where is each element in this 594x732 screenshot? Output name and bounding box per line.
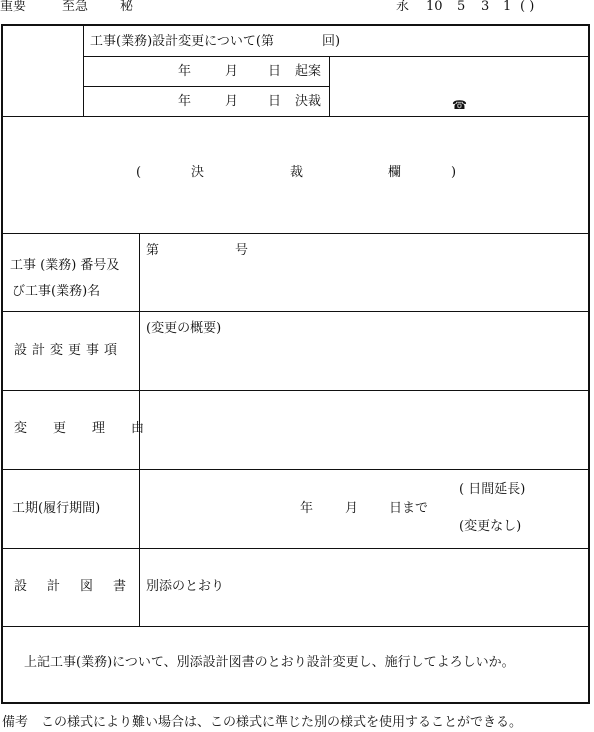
period-nochange: (変更なし) (459, 519, 522, 534)
form-frame (1, 24, 590, 704)
draft-label: 起案 (295, 64, 322, 79)
change-value: (変更の概要) (146, 321, 222, 336)
approval-statement: 上記工事(業務)について、別添設計図書のとおり設計変更し、施行してよろしいか。 (24, 655, 515, 670)
period-until: 日まで (389, 501, 429, 516)
reason-label: 変更理由 (14, 421, 171, 436)
title-bottom-line (2, 116, 590, 117)
draft-month: 月 (225, 64, 239, 79)
decision-open: ( (136, 165, 142, 180)
row-line-1 (2, 311, 590, 312)
row-line-5 (2, 626, 590, 627)
drawings-label: 設計図書 (14, 579, 147, 594)
decision-char-1: 決 (191, 165, 205, 180)
code-2: 5 (457, 0, 466, 14)
drawings-value: 別添のとおり (146, 579, 225, 594)
decision-label: 決裁 (295, 94, 322, 109)
code-paren: ( ) (520, 0, 535, 14)
row-line-4 (2, 548, 590, 549)
title-line-1 (83, 56, 590, 57)
decision-day: 日 (268, 94, 282, 109)
row-line-3 (2, 469, 590, 470)
draft-day: 日 (268, 64, 282, 79)
decision-close: ) (451, 165, 457, 180)
change-label: 設計変更事項 (14, 343, 123, 358)
title-line-2 (83, 86, 329, 87)
period-label: 工期(履行期間) (12, 501, 101, 516)
date-divider (329, 56, 330, 116)
code-1: 10 (426, 0, 443, 14)
code-4: 1 (503, 0, 512, 14)
period-month: 月 (345, 501, 359, 516)
number-dai: 第 (146, 243, 160, 258)
telephone-icon: ☎ (452, 98, 467, 112)
row-line-2 (2, 390, 590, 391)
number-go: 号 (235, 243, 249, 258)
number-label-line1: 工事 (業務) 番号及 (10, 258, 120, 273)
form-title-end: 回) (322, 34, 341, 49)
draft-year: 年 (178, 64, 192, 79)
form-title: 工事(業務)設計変更について(第 (90, 34, 274, 49)
code-3: 3 (481, 0, 490, 14)
period-extension: ( 日間延長) (459, 482, 526, 497)
decision-month: 月 (225, 94, 239, 109)
decision-year: 年 (178, 94, 192, 109)
title-left-divider (83, 25, 84, 116)
urgent-label: 至急 (62, 0, 89, 14)
decision-char-3: 欄 (388, 165, 402, 180)
number-label-line2: び工事(業務)名 (12, 284, 101, 299)
secret-label: 秘 (120, 0, 134, 14)
remarks-note: 備考 この様式により難い場合は、この様式に準じた別の様式を使用することができる。 (2, 715, 523, 730)
period-year: 年 (300, 501, 314, 516)
importance-label: 重要 (0, 0, 27, 14)
retention-label: 永 (396, 0, 410, 14)
decision-bottom-line (2, 233, 590, 234)
decision-char-2: 裁 (290, 165, 304, 180)
